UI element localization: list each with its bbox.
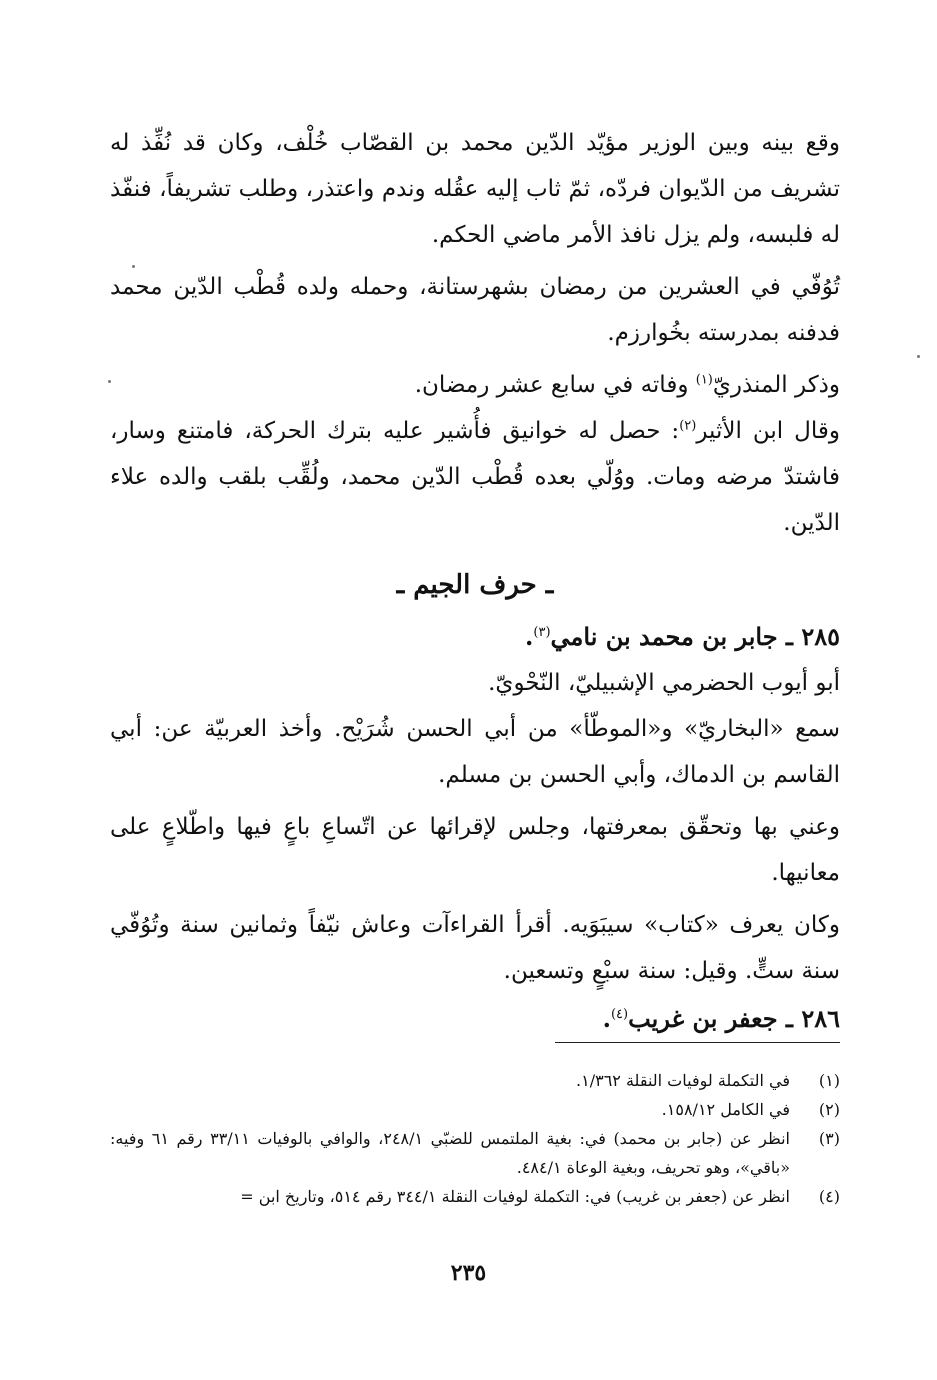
footnote-text: في التكملة لوفيات النقلة ١/٣٦٢.	[576, 1071, 790, 1090]
entry-286-end: .	[602, 1004, 611, 1033]
section-heading: ـ حرف الجيم ـ	[396, 570, 554, 600]
footnote-ref-2: (٢)	[679, 418, 697, 434]
paragraph-death: تُوُفّي في العشرين من رمضان بشهرستانة، وحمله ولده قُطْب الدّين محمد فدفنه بمدرسته بخُوارزم.	[110, 274, 840, 346]
entry-286-title	[110, 996, 840, 1042]
mundhiri-text: وذكر المنذريّ	[712, 372, 840, 398]
footnote-number: (١)	[818, 1071, 840, 1090]
paragraph-mundhiri	[110, 362, 840, 408]
athir-text-end: : حصل له خوانيق فأُشير عليه بترك الحركة، فامتنع وسار، فاشتدّ مرضه ومات. ووُلّي بعده قُطْب الدّين محمد، ولُقِّب بلقب والده علاء الدّين.	[110, 418, 840, 536]
mundhiri-text-end: وفاته في سابع عشر رمضان.	[414, 372, 696, 398]
footnote-ref-3: (٣)	[533, 625, 551, 640]
paragraph-kunya: أبو أيوب الحضرمي الإشبيليّ، النّحْويّ.	[488, 670, 840, 696]
footnote-number: (٢)	[818, 1100, 840, 1119]
footnote-2	[110, 1095, 840, 1124]
paragraph-uni: وعني بها وتحقّق بمعرفتها، وجلس لإقرائها عن اتّساعِ باعٍ فيها واطّلاعٍ على معانيها.	[110, 814, 840, 886]
scan-speck	[917, 355, 920, 358]
footnote-number: (٣)	[818, 1129, 840, 1148]
athir-text: وقال ابن الأثير	[696, 418, 840, 444]
paragraph-ibn-athir	[110, 408, 840, 546]
paragraph-sibawayh: وكان يعرف «كتاب» سيبَوَيه. أقرأ القراءآت وعاش نيّفاً وثمانين سنة وتُوُفّي سنة ستٍّ. وقيل: سنة سبْعٍ وتسعين.	[110, 912, 840, 984]
scan-speck	[132, 265, 135, 268]
paragraph-wazir: وقع بينه وبين الوزير مؤيّد الدّين محمد بن القصّاب خُلْف، وكان قد نُفِّذ له تشريف من الدّيوان فردّه، ثمّ ثاب إليه عقُله وندم واعتذر، وطلب تشريفاً، فنفّذ له فلبسه، ولم يزل نافذ الأمر ماضي الحكم.	[110, 130, 841, 248]
footnote-3	[110, 1124, 840, 1182]
paragraph-sama: سمع «البخاريّ» و«الموطّأ» من أبي الحسن شُرَيْح. وأخذ العربيّة عن: أبي القاسم بن الدماك، وأبي الحسن بن مسلم.	[110, 716, 840, 788]
footnote-1	[110, 1066, 840, 1095]
page-number: ٢٣٥	[450, 1260, 487, 1286]
entry-285-end: .	[525, 622, 534, 651]
entry-285-name: ٢٨٥ ـ جابر بن محمد بن نامي	[550, 622, 840, 651]
footnote-ref-1: (١)	[695, 372, 713, 388]
footnote-text: في الكامل ١٥٨/١٢.	[661, 1100, 790, 1119]
entry-286-name: ٢٨٦ ـ جعفر بن غريب	[628, 1004, 840, 1033]
footnote-number: (٤)	[818, 1187, 840, 1206]
footnote-text: انظر عن (جعفر بن غريب) في: التكملة لوفيات النقلة ٣٤٤/١ رقم ٥١٤، وتاريخ ابن =	[240, 1187, 790, 1206]
footnote-text: انظر عن (جابر بن محمد) في: بغية الملتمس للضبّي ٢٤٨/١، والوافي بالوفيات ٣٣/١١ رقم ٦١ وفيه: «باقي»، وهو تحريف، وبغية الوعاة ٤٨٤/١.	[110, 1129, 790, 1177]
footnotes	[110, 1066, 840, 1211]
footnote-4	[110, 1182, 840, 1211]
footnote-ref-4: (٤)	[610, 1007, 629, 1022]
main-text	[110, 120, 840, 1042]
scan-speck	[108, 380, 111, 383]
entry-285-title	[110, 614, 840, 660]
footnote-separator	[555, 1042, 840, 1043]
